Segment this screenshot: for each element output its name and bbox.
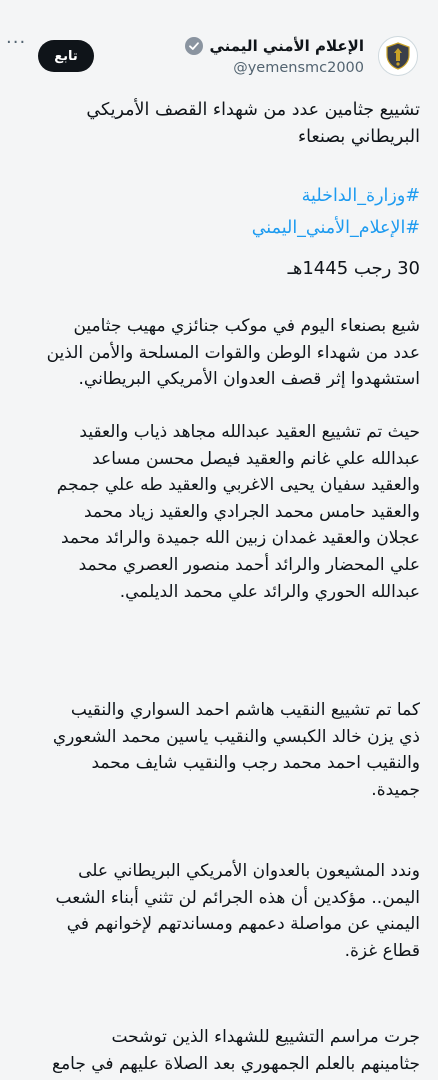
more-options-icon[interactable]: ··· [6,32,27,53]
tweet-paragraph: حيث تم تشييع العقيد عبدالله مجاهد ذياب والعقيد عبدالله علي غانم والعقيد فيصل محسن مساعد والعقيد سفيان يحيى الاغربي والعقيد طه علي جمجم والعقيد حامس محمد الجرادي والعقيد زياد محمد عجلان والعقيد غمدان زبين الله جميدة والرائد محمد علي المحضار والرائد أحمد منصور العصري محمد عبدالله الحوري والرائد علي محمد الديلمي. [56,422,420,602]
tweet-paragraph: شيع بصنعاء اليوم في موكب جنائزي مهيب جثامين عدد من شهداء الوطن والقوات المسلحة والأمن الذين استشهدوا إثر قصف العدوان الأمريكي البريطاني. [46,316,420,390]
account-name-row [185,37,364,55]
hashtag-link[interactable]: #الإعلام_الأمني_اليمني [251,218,420,238]
account-name[interactable]: الإعلام الأمني اليمني [209,37,364,55]
tweet-paragraph: وندد المشيعون بالعدوان الأمريكي البريطاني على اليمن.. مؤكدين أن هذه الجرائم لن تثني أبناء الشعب اليمني عن مواصلة دعمهم ومساندتهم لإخوانهم في قطاع غزة. [55,861,420,961]
tweet-title: تشييع جثامين عدد من شهداء القصف الأمريكي البريطاني بصنعاء [86,100,420,147]
tweet-paragraph: كما تم تشييع النقيب هاشم احمد السواري والنقيب ذي يزن خالد الكبسي والنقيب ياسين محمد الشعوري والنقيب احمد محمد رجب والنقيب شايف محمد جميدة. [52,700,420,800]
hashtag-link[interactable]: #وزارة_الداخلية [301,186,420,206]
tweet-paragraph: جرت مراسم التشييع للشهداء الذين توشحت جثامينهم بالعلم الجمهوري بعد الصلاة عليهم في جامع [52,1027,420,1074]
verified-badge-icon[interactable] [185,37,203,55]
follow-button[interactable]: تابع [38,40,94,72]
security-emblem-icon [383,41,413,71]
tweet-date: 30 رجب 1445هـ [287,258,420,279]
avatar[interactable] [378,36,418,76]
account-handle[interactable]: @yemensmc2000 [233,60,364,76]
